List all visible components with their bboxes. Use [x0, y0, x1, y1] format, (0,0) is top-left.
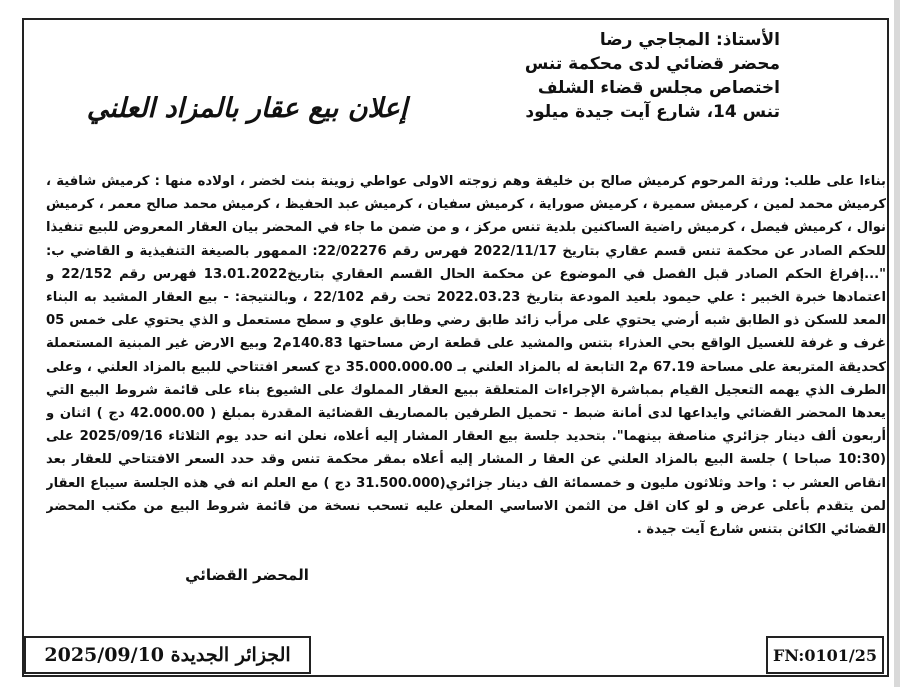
lawyer-jurisdiction: اختصاص مجلس قضاء الشلف: [537, 78, 780, 98]
page-edge: [894, 0, 900, 687]
signature: المحضر القضائي: [185, 566, 309, 584]
publication-label: الجزائر الجديدة 2025/09/10: [44, 644, 291, 666]
lawyer-address: تنس 14، شارع آيت جيدة ميلود: [525, 102, 780, 122]
file-number: FN:0101/25: [773, 645, 877, 665]
lawyer-name: الأستاذ: المجاجي رضا: [599, 30, 780, 50]
file-number-box: [766, 636, 884, 674]
lawyer-info: [460, 28, 780, 124]
lawyer-role: محضر قضائي لدى محكمة تنس: [524, 54, 780, 74]
publication-box: [24, 636, 311, 674]
notice-title: إعلان بيع عقار بالمزاد العلني: [86, 93, 408, 124]
notice-body: بناءا على طلب: ورثة المرحوم كرميش صالح بن خليفة وهم زوجته الاولى عواطي زوينة بنت لخضر ، اولاده منها : كرميش شافية ، كرميش محمد لمين ، كرميش سميرة ، كرميش صوراية ، كرميش سفيان ، كرميش عبد الحفيظ ، كرميش محمد صالح معمر ، كرميش نوال ، كرميش فيصل ، كرميش راضية الساكنين بلدية تنس مركز ، و من ضمن ما جاء في المحضر بيان العقار المعروض للبيع تنفيذا للحكم الصادر عن محكمة تنس قسم عقاري بتاريخ 2022/11/17 فهرس رقم 22/02276: الممهور بالصيغة التنفيذية و القاضي ب: "...إفراغ الحكم الصادر قبل الفصل في الموضوع عن محكمة الحال القسم العقاري بتاريخ13.01.2022 فهرس رقم 22/152 و اعتمادها خبرة الخبير : علي حيمود بلعيد المودعة بتاريخ 2022.03.23 تحت رقم 22/102 ، وبالنتيجة: - بيع العقار المشيد به البناء المعد للسكن ذو الطابق شبه أرضي يحتوي على مرأب زائد طابق رضي وطابق علوي و سطح مستعمل و الذي يحتوي على خمس 05 غرف و غرفة للغسيل الواقع بحي العذراء بتنس والمشيد على قطعة ارض مساحتها 140.83م2 وبيع الارض غير المبنية المستعملة كحديقة المتربعة على مساحة 67.19 م2 التابعة له بالمزاد العلني بـ 35.000.000.00 دج كسعر افتتاحي للبيع بالمزاد العلني ، وعلى الطرف الذي يهمه التعجيل القيام بمباشرة الإجراءات المتعلقة ببيع العقار المملوك على الشيوع بناء على قائمة شروط البيع التي يعدها المحضر القضائي وايداعها لدى أمانة ضبط - تحميل الطرفين بالمصاريف القضائية المقدرة بمبلغ ( 42.000.00 دج ) اثنان و أربعون ألف دينار جزائري مناصفة بينهما". بتحديد جلسة بيع العقار المشار إليه أعلاه، نعلن انه حدد يوم الثلاثاء 2025/09/16 على (10:30 صباحا ) جلسة البيع بالمزاد العلني عن العقا ر المشار إليه أعلاه بمقر محكمة تنس وقد حدد السعر الافتتاحي للعقار بعد انقاص العشر ب : واحد وثلاثون مليون و خمسمائة الف دينار جزائري(31.500.000 دج ) مع العلم انه في هذه الجلسة سيباع العقار لمن يتقدم بأعلى عرض و لو كان اقل من الثمن الاساسي المعلن عليه تسحب نسخة من قائمة شروط البيع من مكتب المحضر القضائي الكائن بتنس شارع آيت جيدة .: [46, 174, 886, 538]
